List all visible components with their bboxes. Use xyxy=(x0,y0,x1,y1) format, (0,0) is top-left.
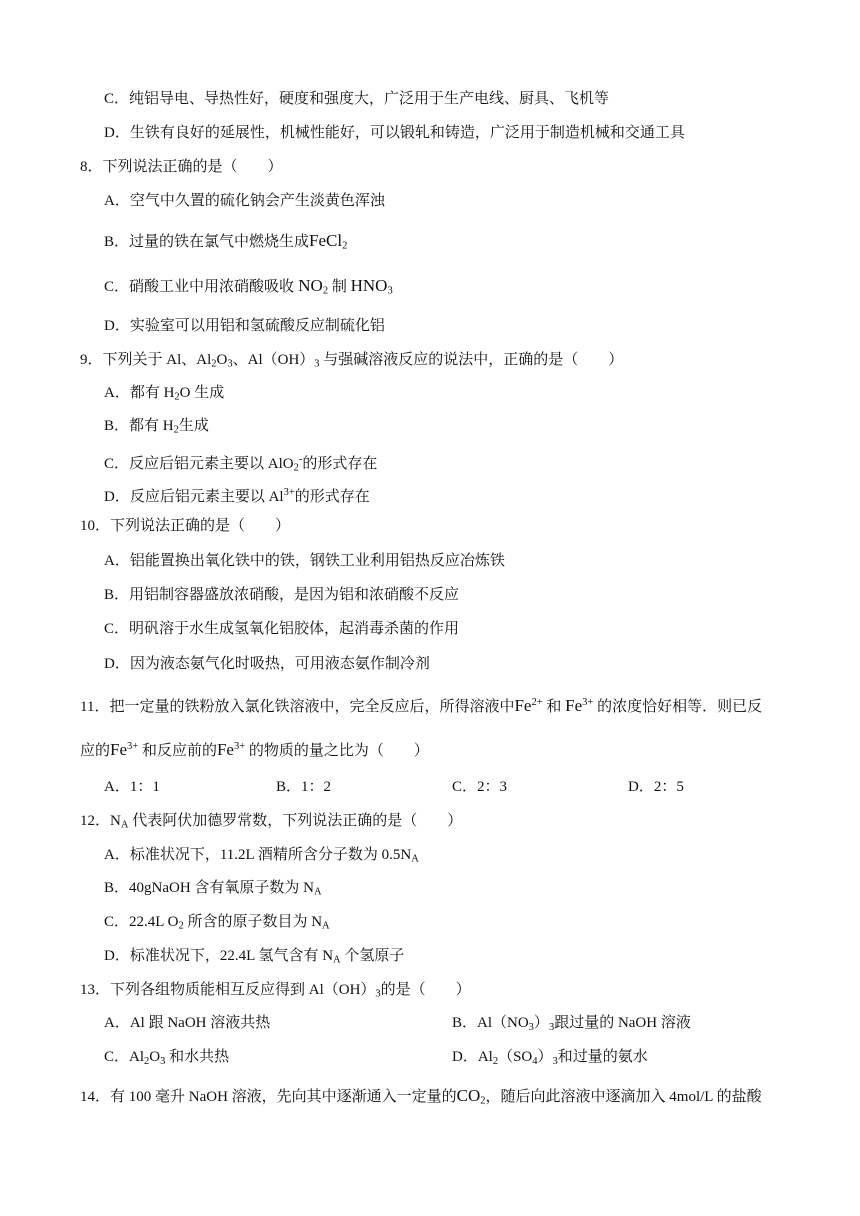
q13-option-b: B．Al（NO3）3跟过量的 NaOH 溶液 xyxy=(452,1015,691,1033)
q13-option-d: D．Al2（SO4）3和过量的氨水 xyxy=(452,1049,648,1067)
q13-options-row2 xyxy=(104,1047,804,1072)
q11-option-a: A．1：1 xyxy=(104,779,160,795)
q8-option-a: A．空气中久置的硫化钠会产生淡黄色浑浊 xyxy=(104,193,385,209)
q13-options-row1 xyxy=(104,1013,804,1038)
q11-option-d: D．2：5 xyxy=(628,779,684,795)
q9-stem: 9．下列关于 Al、$Al_2O_3$、$Al(OH)_3$ 与强碱溶液反应的说法中，正确的是（ ） xyxy=(80,352,624,370)
q12-option-b: B．40gNaOH 含有氧原子数为 $N_A$ xyxy=(104,880,322,898)
q7-option-c: C．纯铝导电、导热性好，硬度和强度大，广泛用于生产电线、厨具、飞机等 xyxy=(104,91,610,107)
q11-options xyxy=(104,777,804,797)
q11-option-b: B．1：2 xyxy=(276,779,332,795)
q9-option-a: A．都有 $H_2O$ 生成 xyxy=(104,385,225,403)
q12-option-d: D．标准状况下，22.4L 氢气含有 $N_A$ 个氢原子 xyxy=(104,948,405,966)
q8-option-b: B．过量的铁在氯气中燃烧生成FeCl$_2$ xyxy=(104,231,348,252)
q13-option-c: C．Al2O3 和水共热 xyxy=(104,1049,230,1067)
q8-stem: 8．下列说法正确的是（ ） xyxy=(80,159,283,175)
q12-stem: 12．$N_A$ 代表阿伏加德罗常数，下列说法正确的是（ ） xyxy=(80,813,463,831)
q9-option-b: B．都有 $H_2$生成 xyxy=(104,418,209,436)
q7-option-d: D．生铁有良好的延展性，机械性能好，可以锻轧和铸造，广泛用于制造机械和交通工具 xyxy=(104,125,685,141)
q11-stem-line2: 应的$Fe^{3+}$ 和反应前的$Fe^{3+}$ 的物质的量之比为（ ） xyxy=(80,739,429,759)
q12-option-c: C．22.4L $O_2$ 所含的原子数目为 $N_A$ xyxy=(104,914,330,932)
q9-option-d: D．反应后铝元素主要以 $Al^{3+}$的形式存在 xyxy=(104,487,370,505)
q8-option-d: D．实验室可以用铝和氢硫酸反应制硫化铝 xyxy=(104,318,385,334)
q10-option-d: D．因为液态氨气化时吸热，可用液态氨作制冷剂 xyxy=(104,656,430,672)
q11-stem-line1: 11．把一定量的铁粉放入氯化铁溶液中，完全反应后，所得溶液中$Fe^{2+}$ 和 $Fe^{3+}$ 的浓度恰好相等．则已反 xyxy=(80,695,763,715)
q10-option-a: A．铝能置换出氧化铁中的铁，钢铁工业利用铝热反应冶炼铁 xyxy=(104,553,505,569)
q10-stem: 10．下列说法正确的是（ ） xyxy=(80,518,291,534)
q9-option-c: C．反应后铝元素主要以 AlO$_2$-的形式存在 xyxy=(104,454,378,474)
q8-option-c: C．硝酸工业中用浓硝酸吸收 $NO_2$ 制 $HNO_3$ xyxy=(104,276,393,297)
q13-option-a: A．Al 跟 NaOH 溶液共热 xyxy=(104,1015,271,1031)
q10-option-c: C．明矾溶于水生成氢氧化铝胶体，起消毒杀菌的作用 xyxy=(104,621,460,637)
q14-stem: 14．有 100 毫升 NaOH 溶液，先向其中逐渐通入一定量的$CO_2$，随后向此溶液中逐滴加入 4mol/L 的盐酸 xyxy=(80,1086,762,1107)
q10-option-b: B．用铝制容器盛放浓硝酸，是因为铝和浓硝酸不反应 xyxy=(104,587,460,603)
q11-option-c: C．2：3 xyxy=(452,779,508,795)
q12-option-a: A．标准状况下，11.2L 酒精所含分子数为 $0.5N_A$ xyxy=(104,847,419,865)
q13-stem: 13．下列各组物质能相互反应得到 $Al(OH)_3$的是（ ） xyxy=(80,982,471,1000)
